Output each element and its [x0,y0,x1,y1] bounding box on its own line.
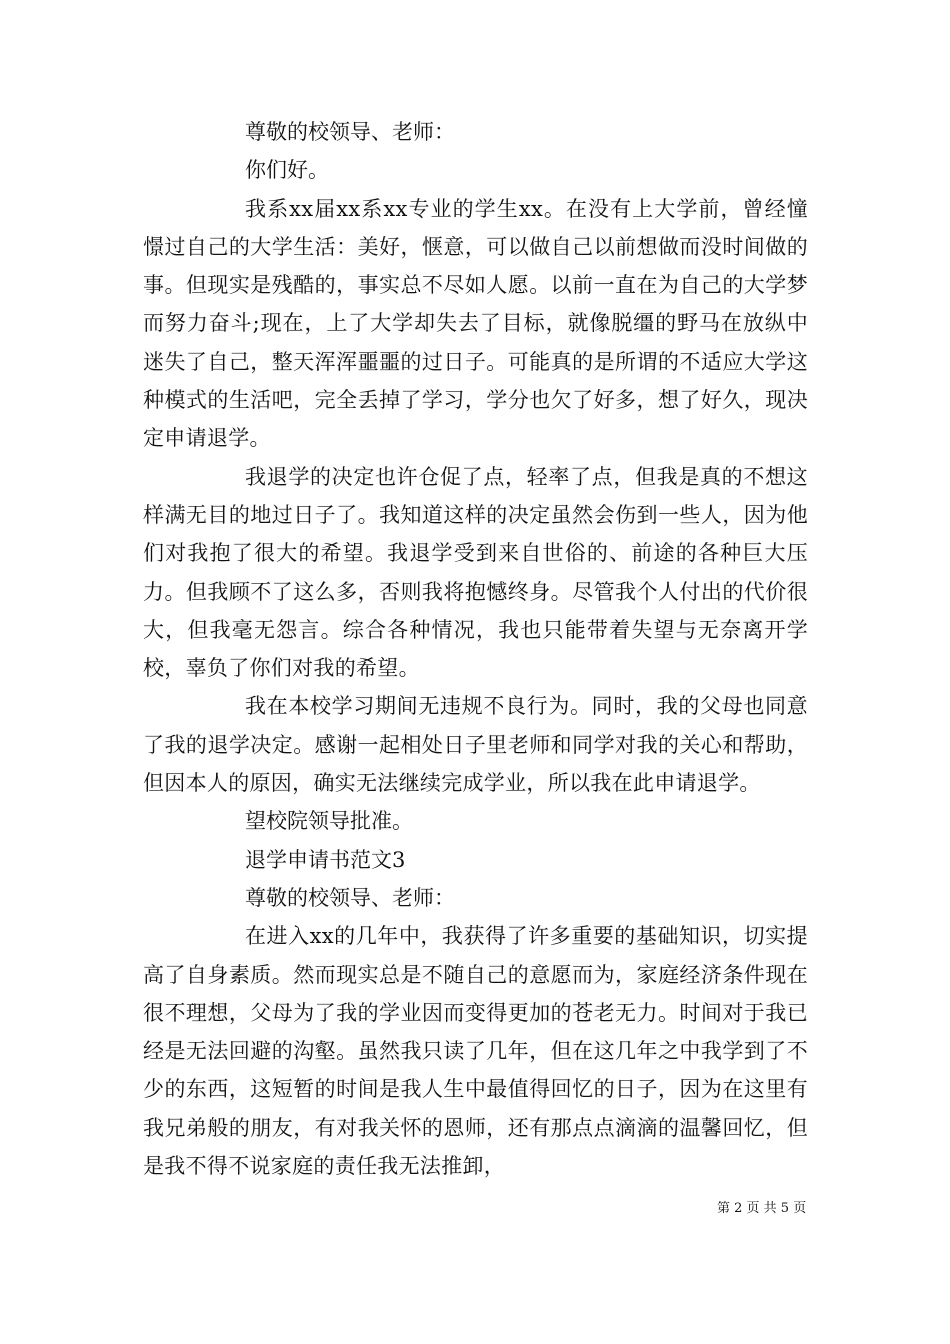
document-body [143,113,808,1185]
salutation: 尊敬的校领导、老师： [245,120,455,144]
closing: 望校院领导批准。 [245,809,413,834]
body-paragraph: 我退学的决定也许仓促了点，轻率了点，但我是真的不想这样满无目的地过日子了。我知道这样的决定虽然会伤到一些人，因为他们对我抱了很大的希望。我退学受到来自世俗的、前途的各种巨大压力。但我顾不了这么多，否则我将抱憾终身。尽管我个人付出的代价很大，但我毫无怨言。综合各种情况，我也只能带着失望与无奈离开学校，辜负了你们对我的希望。 [143,464,808,681]
body-paragraph: 我在本校学习期间无违规不良行为。同时，我的父母也同意了我的退学决定。感谢一起相处日子里老师和同学对我的关心和帮助，但因本人的原因，确实无法继续完成学业，所以我在此申请退学。 [143,694,808,796]
greeting: 你们好。 [245,158,329,183]
page-indicator: 第 2 页 共 5 页 [717,1201,807,1216]
salutation: 尊敬的校领导、老师： [245,885,455,910]
body-paragraph: 我系xx届xx系xx专业的学生xx。在没有上大学前，曾经憧憬过自己的大学生活：美好，惬意，可以做自己以前想做而没时间做的事。但现实是残酷的，事实总不尽如人愿。以前一直在为自己的大学梦而努力奋斗;现在，上了大学却失去了目标，就像脱缰的野马在放纵中迷失了自己，整天浑浑噩噩的过日子。可能真的是所谓的不适应大学这种模式的生活吧，完全丢掉了学习，学分也欠了好多，想了好久，现决定申请退学。 [143,196,808,451]
section-title: 退学申请书范文3 [245,847,406,872]
body-paragraph: 在进入xx的几年中，我获得了许多重要的基础知识，切实提高了自身素质。然而现实总是不随自己的意愿而为，家庭经济条件现在很不理想，父母为了我的学业因而变得更加的苍老无力。时间对于我已经是无法回避的沟壑。虽然我只读了几年，但在这几年之中我学到了不少的东西，这短暂的时间是我人生中最值得回忆的日子，因为在这里有我兄弟般的朋友，有对我关怀的恩师，还有那点点滴滴的温馨回忆，但是我不得不说家庭的责任我无法推卸， [143,924,808,1179]
